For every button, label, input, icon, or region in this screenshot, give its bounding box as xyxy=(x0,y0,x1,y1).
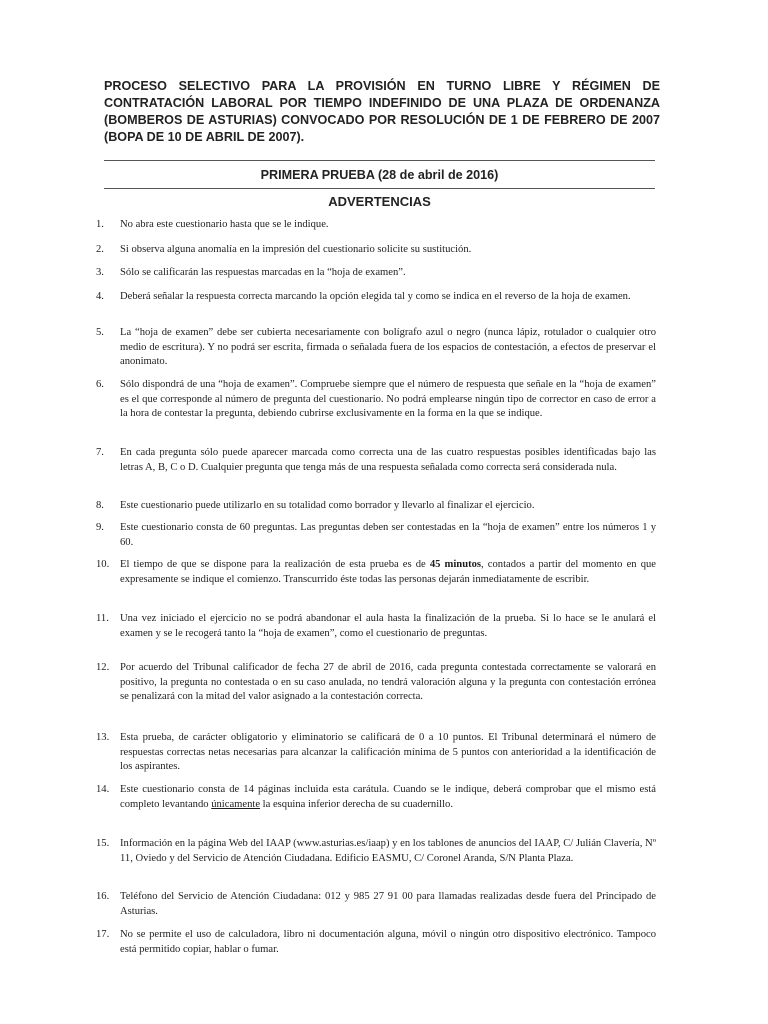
item-number: 4. xyxy=(96,291,104,302)
list-item xyxy=(96,290,656,305)
top-divider xyxy=(104,160,655,161)
list-item xyxy=(96,558,656,587)
item-text: Sólo se calificarán las respuestas marcadas en la “hoja de examen”. xyxy=(120,267,406,278)
exam-subtitle: PRIMERA PRUEBA (28 de abril de 2016) xyxy=(260,168,499,182)
list-item xyxy=(96,783,656,812)
item-number: 12. xyxy=(96,662,110,673)
item-number: 5. xyxy=(96,327,104,338)
item-number: 2. xyxy=(96,244,104,255)
item-text: Esta prueba, de carácter obligatorio y eliminatorio se calificará de 0 a 10 puntos. El Tribunal determinará el número de respuestas correctas netas necesarias para alcanzar la calificación mínima de 5 puntos con anterioridad a la identificación de los aspirantes. xyxy=(120,732,656,772)
item-number: 15. xyxy=(96,838,110,849)
list-item xyxy=(96,266,656,281)
item-text: En cada pregunta sólo puede aparecer marcada como correcta una de las cuatro respuestas posibles identificadas bajo las letras A, B, C o D. Cualquier pregunta que tenga más de una respuesta señalada como correcta será considerada nula. xyxy=(120,447,656,473)
list-item xyxy=(96,890,656,919)
item-text: Este cuestionario consta de 60 preguntas. Las preguntas deben ser contestadas en la “hoja de examen” entre los números 1 y 60. xyxy=(120,522,656,548)
document-title: PROCESO SELECTIVO PARA LA PROVISIÓN EN TURNO LIBRE Y RÉGIMEN DE CONTRATACIÓN LABORAL POR TIEMPO INDEFINIDO DE UNA PLAZA DE ORDENANZA (BOMBEROS DE ASTURIAS) CONVOCADO POR RESOLUCIÓN DE 1 DE FEBRERO DE 2007 (BOPA DE 10 DE ABRIL DE 2007). xyxy=(104,79,660,144)
list-item xyxy=(96,499,656,514)
item-text: Si observa alguna anomalía en la impresión del cuestionario solicite su sustitución. xyxy=(120,244,472,255)
section-heading: ADVERTENCIAS xyxy=(328,194,431,209)
item-text: Este cuestionario puede utilizarlo en su totalidad como borrador y llevarlo al finalizar el ejercicio. xyxy=(120,500,535,511)
list-item xyxy=(96,661,656,705)
item-number: 16. xyxy=(96,891,110,902)
list-item xyxy=(96,731,656,775)
item-text: La “hoja de examen” debe ser cubierta necesariamente con bolígrafo azul o negro (nunca lápiz, rotulador o cualquier otro medio de escritura). Y no podrá ser escrita, firmada o señalada fuera de los espacios de contestación, a efectos de preservar el anonimato. xyxy=(120,327,656,367)
list-item xyxy=(96,521,656,550)
item-number: 3. xyxy=(96,267,104,278)
item-number: 1. xyxy=(96,219,104,230)
item-text: Información en la página Web del IAAP (www.asturias.es/iaap) y en los tablones de anuncios del IAAP, C/ Julián Clavería, Nº 11, Oviedo y del Servicio de Atención Ciudadana. Edificio EASMU, C/ Coronel Aranda, S/N Planta Plaza. xyxy=(120,838,656,864)
item-text: Por acuerdo del Tribunal calificador de fecha 27 de abril de 2016, cada pregunta contestada correctamente se valorará en positivo, la pregunta no contestada o en su caso anulada, no tendrá valoración alguna y la pregunta con contestación errónea se penalizará con la mitad del valor asignado a la contestación correcta. xyxy=(120,662,656,702)
list-item xyxy=(96,326,656,370)
list-item xyxy=(96,612,656,641)
item-number: 10. xyxy=(96,559,110,570)
item-number: 17. xyxy=(96,929,110,940)
item-number: 9. xyxy=(96,522,104,533)
list-item xyxy=(96,446,656,475)
list-item xyxy=(96,928,656,957)
item-number: 11. xyxy=(96,613,109,624)
list-item xyxy=(96,243,656,258)
list-item xyxy=(96,218,656,233)
item-text: Una vez iniciado el ejercicio no se podrá abandonar el aula hasta la finalización de la prueba. Si lo hace se le anulará el examen y se le recogerá tanto la “hoja de examen”, como el cuestionario de preguntas. xyxy=(120,613,656,639)
item-text: El tiempo de que se dispone para la realización de esta prueba es de 45 minutos, contados a partir del momento en que expresamente se indique el comienzo. Transcurrido éste todas las personas dejarán inmediatamente de escribir. xyxy=(120,559,656,585)
item-number: 14. xyxy=(96,784,110,795)
item-text: Teléfono del Servicio de Atención Ciudadana: 012 y 985 27 91 00 para llamadas realizadas desde fuera del Principado de Asturias. xyxy=(120,891,656,917)
list-item xyxy=(96,378,656,422)
item-number: 13. xyxy=(96,732,110,743)
item-number: 7. xyxy=(96,447,104,458)
bottom-divider xyxy=(104,188,655,189)
item-text: Sólo dispondrá de una “hoja de examen”. Compruebe siempre que el número de respuesta que señale en la “hoja de examen” es el que corresponde al número de pregunta del cuestionario. No podrá emplearse ningún tipo de corrector en caso de error a la hora de contestar la pregunta, debiendo cubrirse exclusivamente en la forma en la que se indique. xyxy=(120,379,656,419)
item-text: Deberá señalar la respuesta correcta marcando la opción elegida tal y como se indica en el reverso de la hoja de examen. xyxy=(120,291,631,302)
item-text: No se permite el uso de calculadora, libro ni documentación alguna, móvil o ningún otro dispositivo electrónico. Tampoco está permitido copiar, hablar o fumar. xyxy=(120,929,656,955)
item-text: No abra este cuestionario hasta que se le indique. xyxy=(120,219,329,230)
list-item xyxy=(96,837,656,866)
item-text: Este cuestionario consta de 14 páginas incluida esta carátula. Cuando se le indique, deberá comprobar que el mismo está completo levantando únicamente la esquina inferior derecha de su cuadernillo. xyxy=(120,784,656,810)
item-number: 6. xyxy=(96,379,104,390)
item-number: 8. xyxy=(96,500,104,511)
